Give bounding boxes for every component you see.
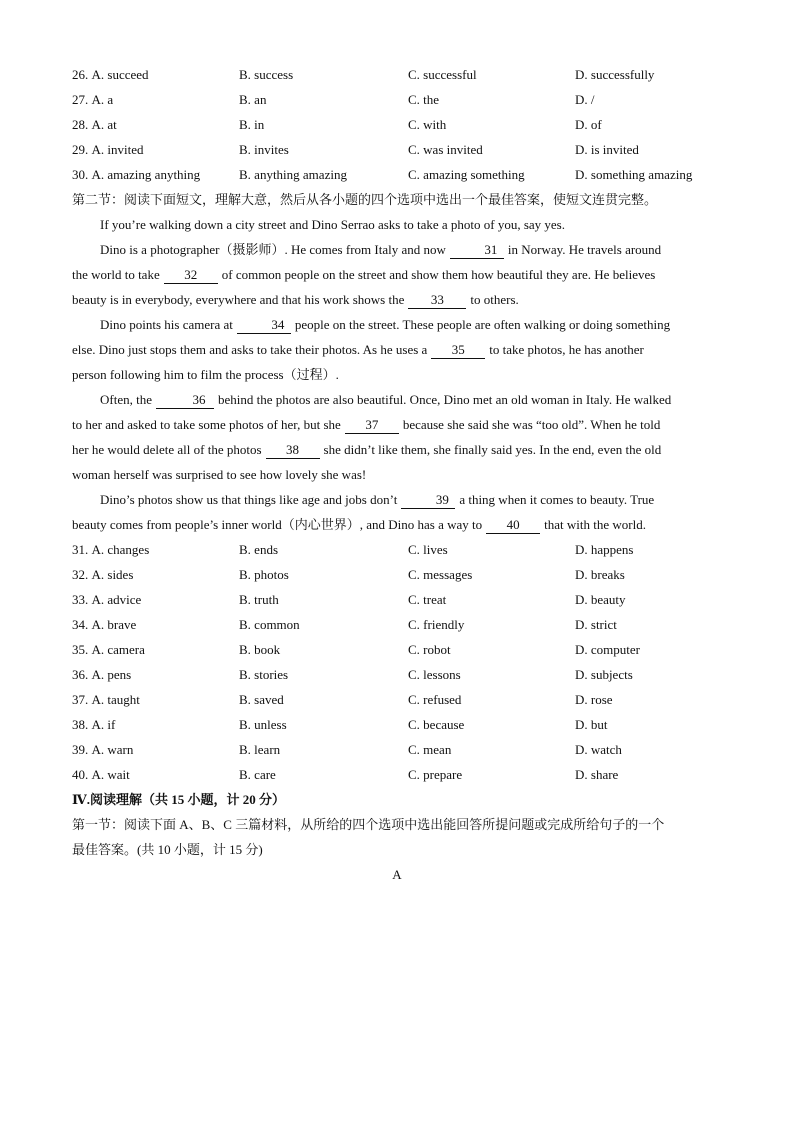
option-d: D. watch xyxy=(575,742,622,757)
option-b: B. in xyxy=(239,117,265,132)
option-c: C. with xyxy=(408,117,447,132)
option-d: D. beauty xyxy=(575,592,626,607)
passage-line: Dino’s photos show us that things like age and jobs don’t 39 a thing when it comes to beauty. True xyxy=(100,492,655,507)
blank-35: 35 xyxy=(431,341,485,359)
question-row xyxy=(72,587,722,612)
question-row xyxy=(72,562,722,587)
option-b: B. an xyxy=(239,92,267,107)
section4-instruction-line1: 第一节：阅读下面 A、B、C 三篇材料，从所给的四个选项中选出能回答所提问题或完成所给句子的一个 xyxy=(72,817,665,832)
option-b: B. saved xyxy=(239,692,284,707)
question-row xyxy=(72,762,722,787)
question-row xyxy=(72,737,722,762)
question-row xyxy=(72,62,722,87)
question-row xyxy=(72,637,722,662)
option-a: 28. A. at xyxy=(72,117,117,132)
passage-line: Often, the 36 behind the photos are also beautiful. Once, Dino met an old woman in Italy. He walked xyxy=(100,392,672,407)
option-d: D. is invited xyxy=(575,142,639,157)
paragraph-1: If you’re walking down a city street and Dino Serrao asks to take a photo of you, say yes. xyxy=(100,217,565,232)
option-b: B. truth xyxy=(239,592,279,607)
option-b: B. learn xyxy=(239,742,281,757)
option-b: B. book xyxy=(239,642,281,657)
question-row xyxy=(72,712,722,737)
option-a: 39. A. warn xyxy=(72,742,134,757)
option-a: 38. A. if xyxy=(72,717,116,732)
passage-line: woman herself was surprised to see how lovely she was! xyxy=(72,467,367,482)
option-b: B. stories xyxy=(239,667,289,682)
option-c: C. was invited xyxy=(408,142,483,157)
section2-instruction: 第二节：阅读下面短文，理解大意，然后从各小题的四个选项中选出一个最佳答案，使短文连贯完整。 xyxy=(72,192,658,207)
passage-line: else. Dino just stops them and asks to take their photos. As he uses a 35 to take photos, he has another xyxy=(72,342,644,357)
exam-page xyxy=(72,62,722,887)
question-row xyxy=(72,612,722,637)
blank-34: 34 xyxy=(237,316,291,334)
option-d: D. rose xyxy=(575,692,613,707)
blank-38: 38 xyxy=(266,441,320,459)
option-b: B. invites xyxy=(239,142,289,157)
option-c: C. messages xyxy=(408,567,473,582)
blank-39: 39 xyxy=(401,491,455,509)
blank-31: 31 xyxy=(450,241,504,259)
question-row xyxy=(72,687,722,712)
passage-line: to her and asked to take some photos of her, but she 37 because she said she was “too old”. When he told xyxy=(72,417,661,432)
option-d: D. share xyxy=(575,767,619,782)
option-c: C. refused xyxy=(408,692,462,707)
question-group-26-30 xyxy=(72,62,722,187)
section4-title: Ⅳ.阅读理解（共 15 小题，计 20 分） xyxy=(72,792,286,807)
option-c: C. lives xyxy=(408,542,448,557)
option-d: D. strict xyxy=(575,617,617,632)
question-row xyxy=(72,87,722,112)
option-b: B. ends xyxy=(239,542,278,557)
blank-33: 33 xyxy=(408,291,466,309)
passage-label: A xyxy=(392,867,402,882)
passage-line: the world to take 32 of common people on the street and show them how beautiful they are. He believes xyxy=(72,267,656,282)
option-d: D. of xyxy=(575,117,602,132)
blank-32: 32 xyxy=(164,266,218,284)
option-d: D. / xyxy=(575,92,595,107)
option-d: D. happens xyxy=(575,542,634,557)
option-a: 40. A. wait xyxy=(72,767,130,782)
option-c: C. because xyxy=(408,717,465,732)
question-group-31-40 xyxy=(72,537,722,787)
option-b: B. unless xyxy=(239,717,287,732)
blank-40: 40 xyxy=(486,516,540,534)
option-a: 36. A. pens xyxy=(72,667,132,682)
blank-36: 36 xyxy=(156,391,214,409)
option-b: B. success xyxy=(239,67,294,82)
question-row xyxy=(72,537,722,562)
option-c: C. mean xyxy=(408,742,452,757)
option-a: 31. A. changes xyxy=(72,542,150,557)
section4-instruction-line2: 最佳答案。(共 10 小题，计 15 分) xyxy=(72,842,263,857)
option-c: C. treat xyxy=(408,592,447,607)
question-row xyxy=(72,162,722,187)
option-c: C. amazing something xyxy=(408,167,525,182)
option-d: D. breaks xyxy=(575,567,625,582)
option-c: C. robot xyxy=(408,642,451,657)
option-b: B. photos xyxy=(239,567,289,582)
option-a: 37. A. taught xyxy=(72,692,140,707)
option-c: C. lessons xyxy=(408,667,461,682)
question-row xyxy=(72,662,722,687)
option-c: C. friendly xyxy=(408,617,465,632)
question-row xyxy=(72,137,722,162)
option-a: 33. A. advice xyxy=(72,592,142,607)
option-d: D. successfully xyxy=(575,67,655,82)
question-row xyxy=(72,112,722,137)
passage-line: person following him to film the process（过程）. xyxy=(72,367,339,382)
option-a: 35. A. camera xyxy=(72,642,145,657)
option-a: 30. A. amazing anything xyxy=(72,167,201,182)
option-b: B. anything amazing xyxy=(239,167,347,182)
option-b: B. care xyxy=(239,767,276,782)
option-c: C. the xyxy=(408,92,440,107)
option-c: C. successful xyxy=(408,67,477,82)
option-a: 32. A. sides xyxy=(72,567,134,582)
passage-line: her he would delete all of the photos 38 she didn’t like them, she finally said yes. In the end, even the old xyxy=(72,442,662,457)
option-a: 27. A. a xyxy=(72,92,114,107)
option-d: D. something amazing xyxy=(575,167,693,182)
option-a: 26. A. succeed xyxy=(72,67,149,82)
option-c: C. prepare xyxy=(408,767,463,782)
option-a: 29. A. invited xyxy=(72,142,144,157)
option-a: 34. A. brave xyxy=(72,617,137,632)
passage-line: Dino points his camera at 34 people on the street. These people are often walking or doing something xyxy=(100,317,671,332)
passage-line: Dino is a photographer（摄影师）. He comes from Italy and now 31 in Norway. He travels around xyxy=(100,242,662,257)
blank-37: 37 xyxy=(345,416,399,434)
passage-line: beauty is in everybody, everywhere and that his work shows the 33 to others. xyxy=(72,292,519,307)
option-d: D. computer xyxy=(575,642,640,657)
option-b: B. common xyxy=(239,617,300,632)
cloze-passage xyxy=(72,212,722,537)
option-d: D. subjects xyxy=(575,667,633,682)
option-d: D. but xyxy=(575,717,608,732)
passage-line: beauty comes from people’s inner world（内心世界）, and Dino has a way to 40 that with the world. xyxy=(72,517,646,532)
